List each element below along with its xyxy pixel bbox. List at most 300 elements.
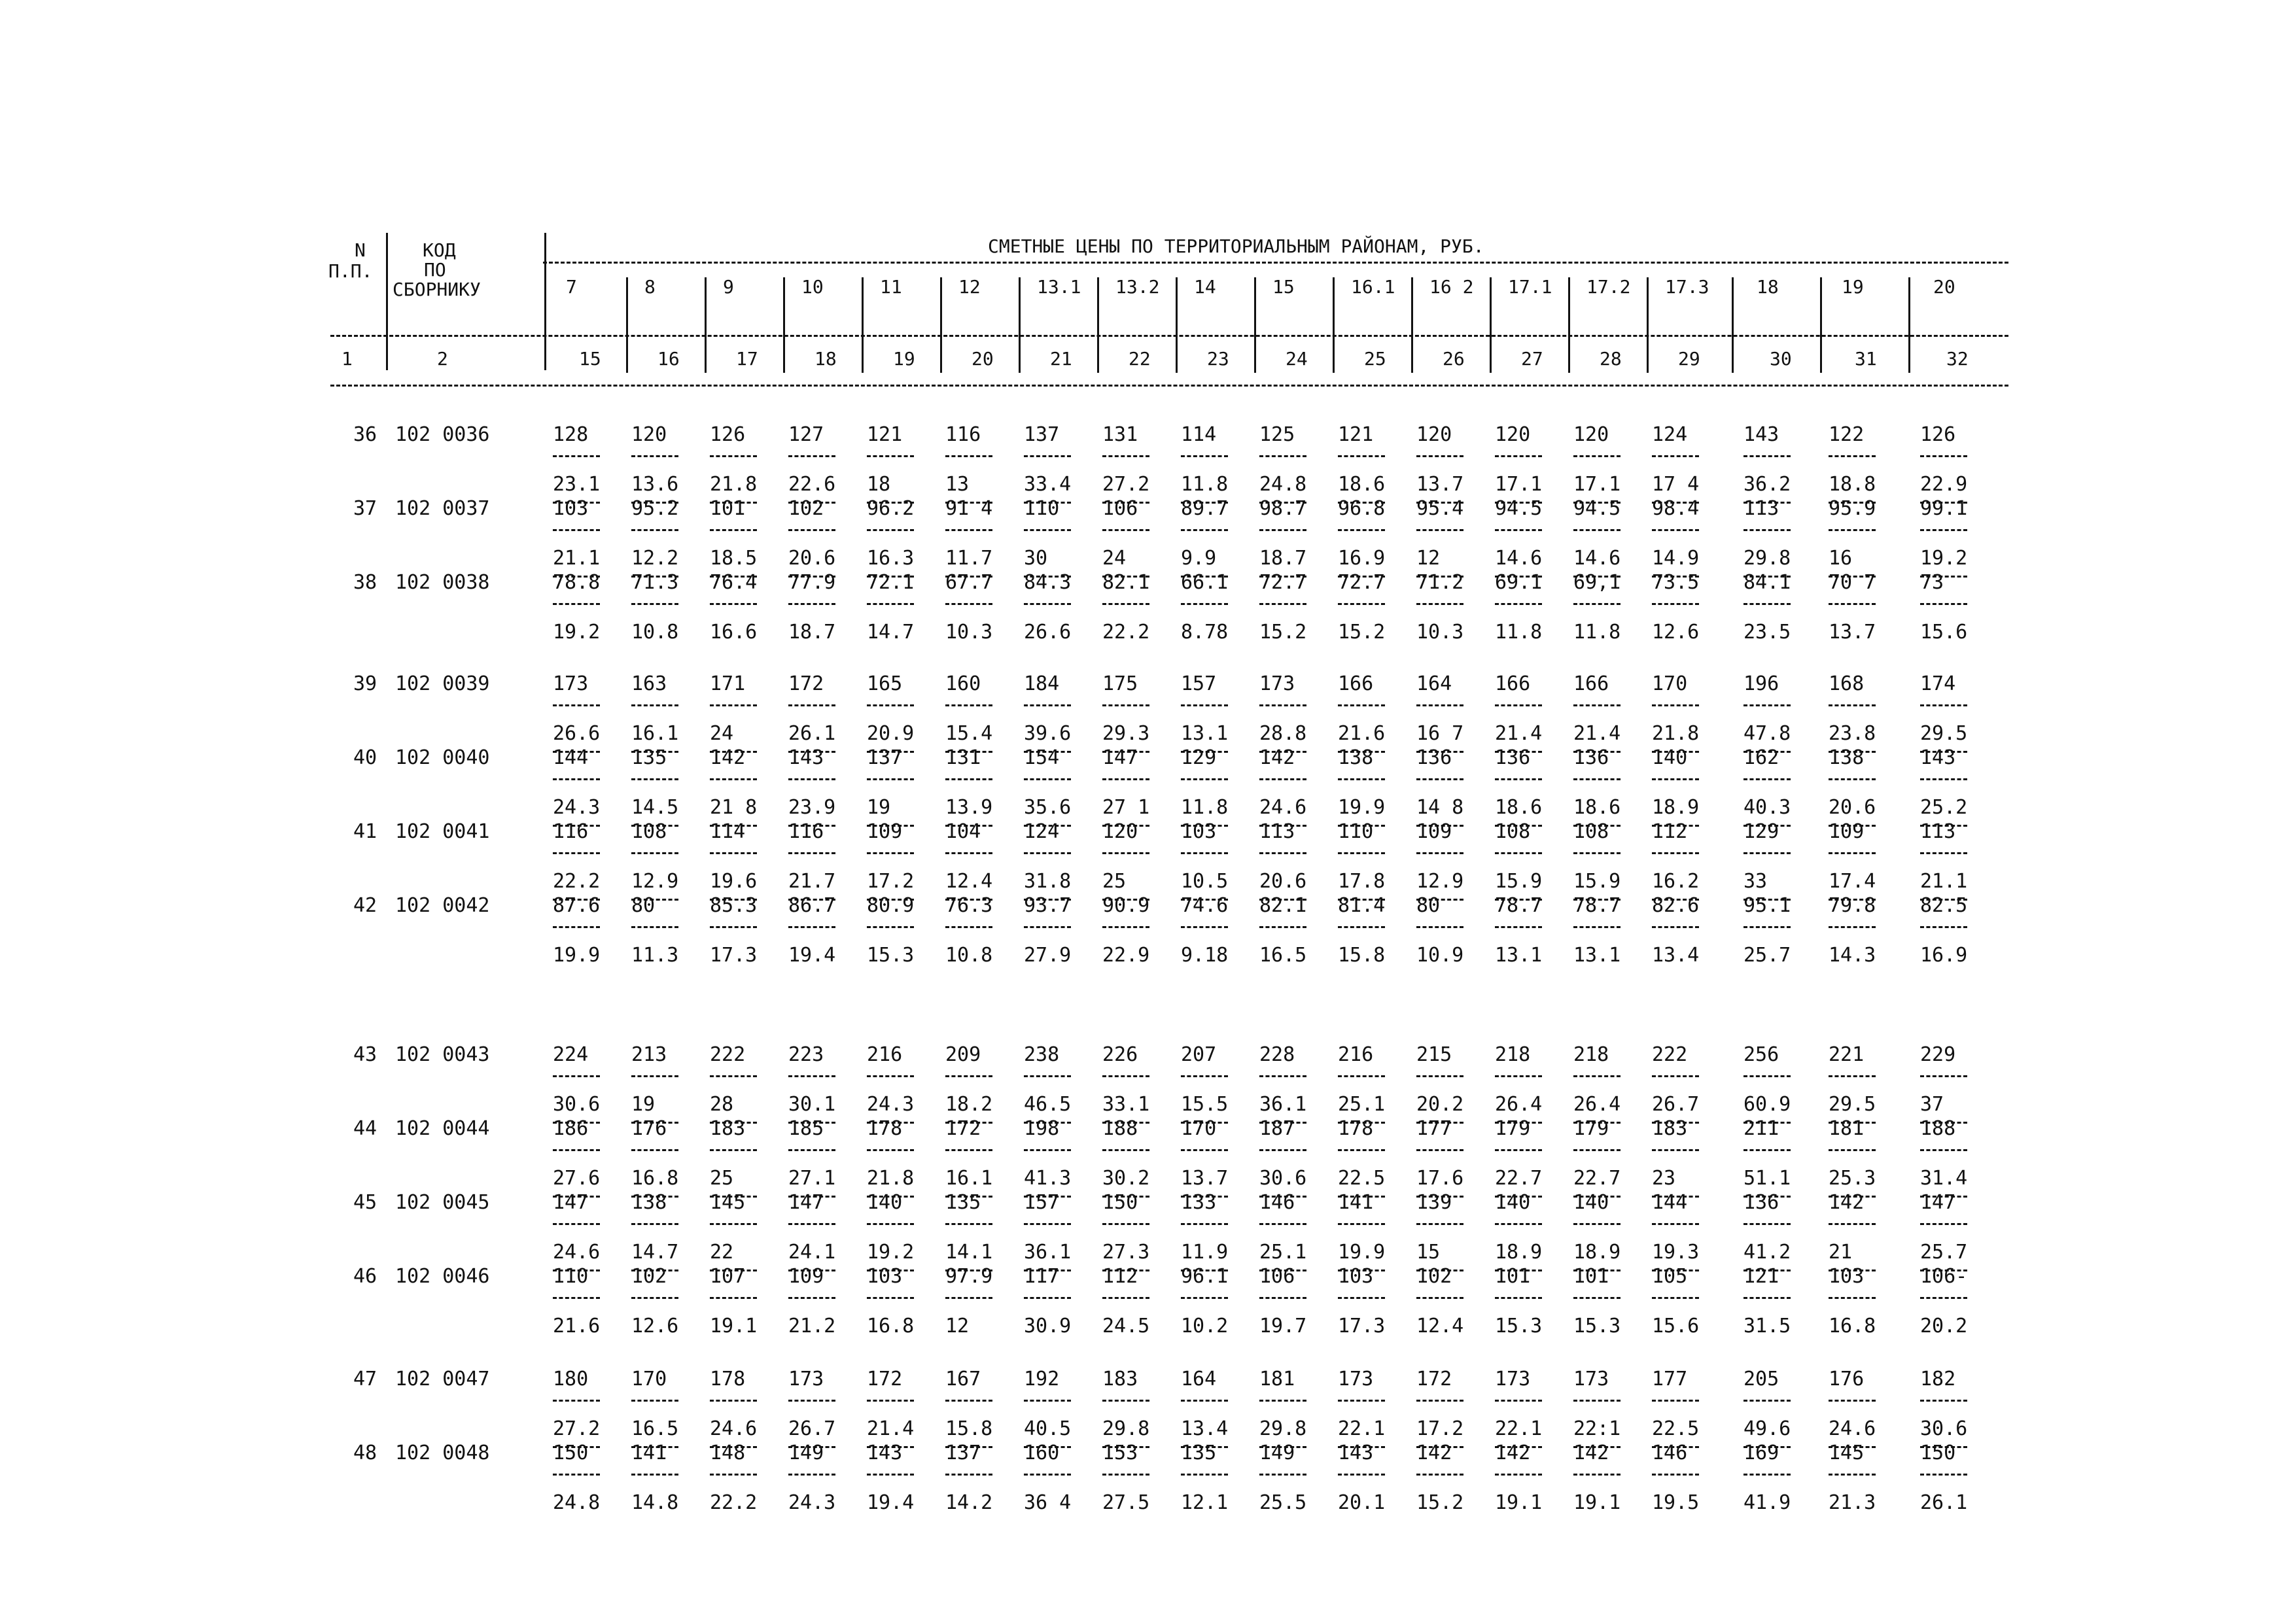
value-cell: 19.4 — [788, 944, 836, 967]
value-cell: 23 — [1652, 1167, 1676, 1190]
value-cell: 15.4 — [945, 722, 993, 745]
value-cell: 21.7 — [788, 870, 836, 893]
value-cell: 67.7 — [945, 571, 993, 594]
fraction-dash — [1573, 455, 1621, 457]
value-cell: 95.4 — [1416, 497, 1464, 520]
fraction-dash — [945, 1223, 992, 1225]
value-cell: 17.3 — [710, 944, 758, 967]
value-cell: 27.6 — [553, 1167, 601, 1190]
value-cell: 24.5 — [1102, 1315, 1150, 1338]
value-cell: 93.7 — [1024, 894, 1072, 917]
value-cell: 15.3 — [867, 944, 915, 967]
fraction-dash — [631, 1075, 678, 1077]
value-cell: 101 — [1573, 1265, 1609, 1288]
value-cell: 13.7 — [1181, 1167, 1229, 1190]
value-cell: 114 — [710, 820, 746, 843]
value-cell: 15.9 — [1573, 870, 1621, 893]
value-cell: 36.1 — [1259, 1093, 1307, 1116]
header-rule — [330, 385, 2008, 387]
fraction-dash — [1829, 852, 1876, 854]
fraction-dash — [1920, 926, 1967, 928]
header-code-label-3: СБОРНИКУ — [393, 279, 481, 300]
value-cell: 28.8 — [1259, 722, 1307, 745]
header-divider — [940, 277, 942, 373]
row-code: 102 0045 — [395, 1191, 490, 1214]
value-cell: 10.3 — [1416, 621, 1464, 644]
row-code: 102 0047 — [395, 1368, 490, 1391]
fraction-dash — [1920, 1474, 1967, 1476]
column-number: 31 — [1855, 348, 1877, 370]
value-cell: 72.7 — [1259, 571, 1307, 594]
value-cell: 69.1 — [1495, 571, 1543, 594]
value-cell: 109 — [788, 1265, 824, 1288]
fraction-dash — [553, 704, 600, 706]
value-cell: 179 — [1495, 1117, 1531, 1140]
value-cell: 110 — [553, 1265, 589, 1288]
value-cell: 12.2 — [631, 547, 679, 570]
value-cell: 39.6 — [1024, 722, 1072, 745]
value-cell: 96.1 — [1181, 1265, 1229, 1288]
fraction-dash — [1102, 778, 1149, 780]
region-header: 17.2 — [1586, 276, 1631, 298]
value-cell: 16.9 — [1920, 944, 1968, 967]
row-number: 36 — [353, 423, 377, 446]
fraction-dash — [1652, 1400, 1699, 1402]
value-cell: 109 — [1416, 820, 1452, 843]
value-cell: 149 — [788, 1442, 824, 1464]
value-cell: 19.2 — [553, 621, 601, 644]
value-cell: 16.5 — [1259, 944, 1307, 967]
value-cell: 10.5 — [1181, 870, 1229, 893]
value-cell: 144 — [1652, 1191, 1688, 1214]
fraction-dash — [788, 704, 835, 706]
value-cell: 14.7 — [867, 621, 915, 644]
value-cell: 126 — [1920, 423, 1956, 446]
value-cell: 21.8 — [710, 473, 758, 496]
fraction-dash — [1338, 1474, 1385, 1476]
value-cell: 139 — [1416, 1191, 1452, 1214]
value-cell: 136 — [1573, 746, 1609, 769]
row-code: 102 0042 — [395, 894, 490, 917]
fraction-dash — [1181, 852, 1228, 854]
fraction-dash — [1181, 455, 1228, 457]
value-cell: 20.2 — [1416, 1093, 1464, 1116]
fraction-dash — [1259, 529, 1306, 531]
value-cell: 20.6 — [788, 547, 836, 570]
column-number: 19 — [893, 348, 915, 370]
fraction-dash — [631, 1223, 678, 1225]
value-cell: 114 — [1181, 423, 1217, 446]
value-cell: 102 — [1416, 1265, 1452, 1288]
header-divider — [1176, 277, 1178, 373]
value-cell: 14.6 — [1495, 547, 1543, 570]
fraction-dash — [1024, 778, 1071, 780]
fraction-dash — [1829, 1223, 1876, 1225]
fraction-dash — [1181, 778, 1228, 780]
header-divider — [1411, 277, 1413, 373]
value-cell: 29.8 — [1102, 1417, 1150, 1440]
value-cell: 147 — [1920, 1191, 1956, 1214]
value-cell: 178 — [1338, 1117, 1374, 1140]
value-cell: 22.5 — [1338, 1167, 1386, 1190]
fraction-dash — [1920, 1223, 1967, 1225]
value-cell: 46.5 — [1024, 1093, 1072, 1116]
value-cell: 26.6 — [553, 722, 601, 745]
value-cell: 82.5 — [1920, 894, 1968, 917]
value-cell: 14.1 — [945, 1241, 993, 1264]
header-rule — [330, 335, 2008, 337]
fraction-dash — [1102, 529, 1149, 531]
value-cell: 13.7 — [1829, 621, 1876, 644]
value-cell: 198 — [1024, 1117, 1060, 1140]
fraction-dash — [1743, 704, 1791, 706]
value-cell: 28 — [710, 1093, 734, 1116]
value-cell: 21.8 — [1652, 722, 1700, 745]
value-cell: 15.6 — [1920, 621, 1968, 644]
value-cell: 14.2 — [945, 1491, 993, 1514]
fraction-dash — [1259, 852, 1306, 854]
value-cell: 9.9 — [1181, 547, 1217, 570]
header-divider — [1019, 277, 1021, 373]
value-cell: 22.7 — [1495, 1167, 1543, 1190]
value-cell: 30.6 — [1920, 1417, 1968, 1440]
value-cell: 13.1 — [1181, 722, 1229, 745]
fraction-dash — [1495, 1297, 1542, 1299]
fraction-dash — [710, 1297, 757, 1299]
fraction-dash — [553, 778, 600, 780]
fraction-dash — [1181, 704, 1228, 706]
value-cell: 26.6 — [1024, 621, 1072, 644]
value-cell: 70 7 — [1829, 571, 1876, 594]
fraction-dash — [1652, 926, 1699, 928]
value-cell: 140 — [1495, 1191, 1531, 1214]
row-number: 44 — [353, 1117, 377, 1140]
value-cell: 89.7 — [1181, 497, 1229, 520]
fraction-dash — [1573, 852, 1621, 854]
fraction-dash — [1829, 926, 1876, 928]
fraction-dash — [1573, 1474, 1621, 1476]
fraction-dash — [710, 778, 757, 780]
value-cell: 19.9 — [1338, 796, 1386, 819]
value-cell: 47.8 — [1743, 722, 1791, 745]
value-cell: 18.2 — [945, 1093, 993, 1116]
value-cell: 13.4 — [1652, 944, 1700, 967]
value-cell: 23.9 — [788, 796, 836, 819]
fraction-dash — [1102, 1297, 1149, 1299]
fraction-dash — [867, 1075, 914, 1077]
column-number: 18 — [815, 348, 837, 370]
value-cell: 78.8 — [553, 571, 601, 594]
fraction-dash — [945, 852, 992, 854]
value-cell: 71.2 — [1416, 571, 1464, 594]
value-cell: 148 — [710, 1442, 746, 1464]
fraction-dash — [1338, 455, 1385, 457]
fraction-dash — [788, 1223, 835, 1225]
value-cell: 13.1 — [1495, 944, 1543, 967]
value-cell: 13.1 — [1573, 944, 1621, 967]
value-cell: 165 — [867, 672, 903, 695]
fraction-dash — [1416, 926, 1463, 928]
value-cell: 169 — [1743, 1442, 1779, 1464]
fraction-dash — [1102, 926, 1149, 928]
value-cell: 13.4 — [1181, 1417, 1229, 1440]
fraction-dash — [1338, 852, 1385, 854]
value-cell: 105 — [1652, 1265, 1688, 1288]
value-cell: 15.5 — [1181, 1093, 1229, 1116]
value-cell: 19.4 — [867, 1491, 915, 1514]
value-cell: 17.1 — [1495, 473, 1543, 496]
fraction-dash — [1495, 704, 1542, 706]
value-cell: 19.1 — [710, 1315, 758, 1338]
fraction-dash — [945, 455, 992, 457]
fraction-dash — [1652, 1075, 1699, 1077]
value-cell: 182 — [1920, 1368, 1956, 1391]
value-cell: 106 — [1102, 497, 1138, 520]
value-cell: 96.2 — [867, 497, 915, 520]
fraction-dash — [1338, 1149, 1385, 1151]
value-cell: 21.4 — [1573, 722, 1621, 745]
header-code-label-2: ПО — [424, 259, 446, 281]
fraction-dash — [631, 926, 678, 928]
fraction-dash — [1829, 1075, 1876, 1077]
value-cell: 20.6 — [1259, 870, 1307, 893]
value-cell: 22.5 — [1652, 1417, 1700, 1440]
value-cell: 103 — [867, 1265, 903, 1288]
fraction-dash — [1652, 1149, 1699, 1151]
value-cell: 173 — [1495, 1368, 1531, 1391]
value-cell: 108 — [631, 820, 667, 843]
fraction-dash — [710, 704, 757, 706]
value-cell: 153 — [1102, 1442, 1138, 1464]
fraction-dash — [1829, 1149, 1876, 1151]
fraction-dash — [867, 1474, 914, 1476]
fraction-dash — [1743, 1297, 1791, 1299]
value-cell: 157 — [1181, 672, 1217, 695]
header-divider — [626, 277, 628, 373]
value-cell: 101 — [1495, 1265, 1531, 1288]
fraction-dash — [710, 1400, 757, 1402]
row-number: 46 — [353, 1265, 377, 1288]
value-cell: 147 — [553, 1191, 589, 1214]
value-cell: 176 — [631, 1117, 667, 1140]
fraction-dash — [553, 1075, 600, 1077]
fraction-dash — [1573, 1149, 1621, 1151]
value-cell: 78.7 — [1573, 894, 1621, 917]
region-header: 13.2 — [1115, 276, 1160, 298]
value-cell: 120 — [1416, 423, 1452, 446]
value-cell: 108 — [1573, 820, 1609, 843]
fraction-dash — [1102, 1474, 1149, 1476]
value-cell: 116 — [788, 820, 824, 843]
value-cell: 147 — [788, 1191, 824, 1214]
fraction-dash — [1259, 455, 1306, 457]
value-cell: 36.1 — [1024, 1241, 1072, 1264]
value-cell: 20.1 — [1338, 1491, 1386, 1514]
fraction-dash — [1652, 529, 1699, 531]
region-header: 9 — [723, 276, 734, 298]
fraction-dash — [1259, 1223, 1306, 1225]
header-divider — [544, 233, 546, 370]
fraction-dash — [1920, 603, 1967, 605]
value-cell: 228 — [1259, 1043, 1295, 1066]
fraction-dash — [1829, 1297, 1876, 1299]
fraction-dash — [1259, 1149, 1306, 1151]
fraction-dash — [1920, 852, 1967, 854]
value-cell: 94.5 — [1495, 497, 1543, 520]
fraction-dash — [1338, 1297, 1385, 1299]
fraction-dash — [1495, 1149, 1542, 1151]
value-cell: 187 — [1259, 1117, 1295, 1140]
fraction-dash — [1102, 704, 1149, 706]
value-cell: 30.2 — [1102, 1167, 1150, 1190]
fraction-dash — [1024, 852, 1071, 854]
fraction-dash — [1024, 1474, 1071, 1476]
value-cell: 12.9 — [1416, 870, 1464, 893]
value-cell: 84.1 — [1743, 571, 1791, 594]
fraction-dash — [1920, 778, 1967, 780]
value-cell: 143 — [1338, 1442, 1374, 1464]
value-cell: 20.2 — [1920, 1315, 1968, 1338]
value-cell: 85.3 — [710, 894, 758, 917]
fraction-dash — [1416, 1474, 1463, 1476]
value-cell: 103 — [1181, 820, 1217, 843]
row-code: 102 0039 — [395, 672, 490, 695]
region-header: 12 — [958, 276, 981, 298]
value-cell: 41.2 — [1743, 1241, 1791, 1264]
row-code: 102 0048 — [395, 1442, 490, 1464]
fraction-dash — [1495, 529, 1542, 531]
fraction-dash — [1102, 455, 1149, 457]
column-number: 2 — [437, 348, 448, 370]
value-cell: 30.1 — [788, 1093, 836, 1116]
value-cell: 11.3 — [631, 944, 679, 967]
value-cell: 16.8 — [867, 1315, 915, 1338]
value-cell: 49.6 — [1743, 1417, 1791, 1440]
fraction-dash — [1259, 1297, 1306, 1299]
fraction-dash — [1102, 1400, 1149, 1402]
value-cell: 19.6 — [710, 870, 758, 893]
value-cell: 29.3 — [1102, 722, 1150, 745]
column-number: 26 — [1443, 348, 1465, 370]
fraction-dash — [788, 1474, 835, 1476]
fraction-dash — [1920, 704, 1967, 706]
value-cell: 138 — [631, 1191, 667, 1214]
value-cell: 60.9 — [1743, 1093, 1791, 1116]
row-number: 38 — [353, 571, 377, 594]
column-number: 25 — [1364, 348, 1386, 370]
value-cell: 143 — [867, 1442, 903, 1464]
value-cell: 16.8 — [1829, 1315, 1876, 1338]
fraction-dash — [631, 603, 678, 605]
value-cell: 21 8 — [710, 796, 758, 819]
value-cell: 120 — [1573, 423, 1609, 446]
value-cell: 31.4 — [1920, 1167, 1968, 1190]
value-cell: 30 — [1024, 547, 1048, 570]
column-number: 21 — [1050, 348, 1072, 370]
value-cell: 26.7 — [788, 1417, 836, 1440]
value-cell: 16 7 — [1416, 722, 1464, 745]
value-cell: 17.1 — [1573, 473, 1621, 496]
fraction-dash — [1920, 1075, 1967, 1077]
value-cell: 110 — [1338, 820, 1374, 843]
value-cell: 10.3 — [945, 621, 993, 644]
fraction-dash — [1829, 603, 1876, 605]
value-cell: 15.6 — [1652, 1315, 1700, 1338]
value-cell: 162 — [1743, 746, 1779, 769]
value-cell: 213 — [631, 1043, 667, 1066]
region-header: 14 — [1194, 276, 1216, 298]
fraction-dash — [1024, 1223, 1071, 1225]
value-cell: 125 — [1259, 423, 1295, 446]
fraction-dash — [1652, 603, 1699, 605]
column-number: 20 — [972, 348, 994, 370]
value-cell: 174 — [1920, 672, 1956, 695]
value-cell: 102 — [788, 497, 824, 520]
value-cell: 98.7 — [1259, 497, 1307, 520]
fraction-dash — [1024, 1297, 1071, 1299]
region-header: 17.1 — [1508, 276, 1552, 298]
value-cell: 205 — [1743, 1368, 1779, 1391]
value-cell: 16 — [1829, 547, 1853, 570]
value-cell: 22.7 — [1573, 1167, 1621, 1190]
fraction-dash — [710, 852, 757, 854]
fraction-dash — [1743, 1075, 1791, 1077]
value-cell: 21.8 — [867, 1167, 915, 1190]
value-cell: 41.3 — [1024, 1167, 1072, 1190]
value-cell: 136 — [1416, 746, 1452, 769]
value-cell: 24 — [1102, 547, 1127, 570]
value-cell: 121 — [1743, 1265, 1779, 1288]
value-cell: 37 — [1920, 1093, 1944, 1116]
region-header: 19 — [1842, 276, 1864, 298]
fraction-dash — [1573, 603, 1621, 605]
value-cell: 21.1 — [553, 547, 601, 570]
value-cell: 87.6 — [553, 894, 601, 917]
value-cell: 223 — [788, 1043, 824, 1066]
value-cell: 81.4 — [1338, 894, 1386, 917]
region-header: 20 — [1933, 276, 1955, 298]
value-cell: 181 — [1259, 1368, 1295, 1391]
value-cell: 24 — [710, 722, 734, 745]
header-divider — [1820, 277, 1822, 373]
value-cell: 95.2 — [631, 497, 679, 520]
value-cell: 149 — [1259, 1442, 1295, 1464]
header-pp-label: П.П. — [328, 260, 373, 282]
fraction-dash — [1829, 1400, 1876, 1402]
value-cell: 164 — [1416, 672, 1452, 695]
region-header: 16.1 — [1351, 276, 1395, 298]
value-cell: 25.5 — [1259, 1491, 1307, 1514]
value-cell: 26.1 — [1920, 1491, 1968, 1514]
value-cell: 112 — [1102, 1265, 1138, 1288]
fraction-dash — [1102, 603, 1149, 605]
value-cell: 144 — [553, 746, 589, 769]
column-number: 17 — [736, 348, 758, 370]
value-cell: 147 — [1102, 746, 1138, 769]
fraction-dash — [553, 455, 600, 457]
value-cell: 106 — [1259, 1265, 1295, 1288]
value-cell: 21.6 — [553, 1315, 601, 1338]
region-header: 15 — [1272, 276, 1295, 298]
value-cell: 142 — [1495, 1442, 1531, 1464]
fraction-dash — [631, 852, 678, 854]
value-cell: 122 — [1829, 423, 1865, 446]
value-cell: 19.9 — [1338, 1241, 1386, 1264]
value-cell: 21.6 — [1338, 722, 1386, 745]
fraction-dash — [1495, 603, 1542, 605]
fraction-dash — [553, 852, 600, 854]
value-cell: 22.1 — [1495, 1417, 1543, 1440]
